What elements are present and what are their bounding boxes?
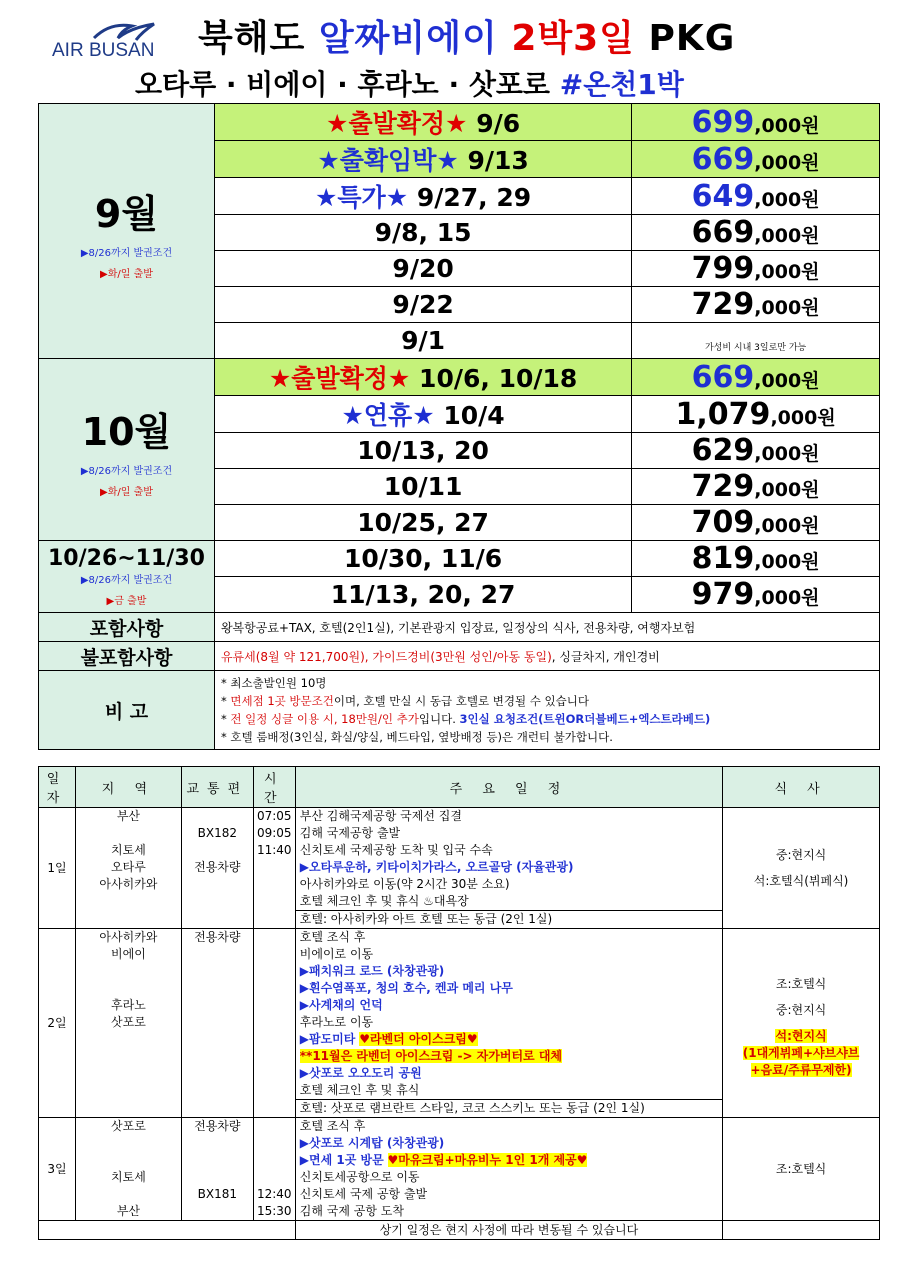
transport bbox=[182, 842, 253, 859]
itinerary-text: 김해 국제공항 출발 bbox=[299, 826, 401, 840]
price-cell bbox=[632, 104, 880, 141]
title-region: 북해도 bbox=[198, 18, 306, 59]
departure-tag: ★특가★ bbox=[315, 183, 409, 212]
itinerary-line bbox=[296, 929, 722, 946]
price-cell bbox=[632, 215, 880, 251]
itinerary-line bbox=[296, 980, 722, 997]
price-unit: ,000원 bbox=[754, 114, 820, 137]
region-cell bbox=[75, 929, 181, 1118]
departure-date: 10/6, 10/18 bbox=[419, 364, 578, 393]
itinerary-text: 호텔 조식 후 bbox=[299, 930, 366, 944]
departure-date: 9/6 bbox=[476, 109, 521, 138]
itinerary-highlight: ▶면세 1곳 방문 bbox=[299, 1153, 384, 1167]
price-unit: ,000원 bbox=[754, 587, 820, 609]
departure-date-cell bbox=[214, 577, 631, 613]
itinerary-gift: ♥마유크림+마유비누 1인 1개 제공♥ bbox=[387, 1153, 588, 1167]
itinerary-text: 신치토세 국제공항 도착 및 입국 수속 bbox=[299, 843, 493, 857]
itinerary-line bbox=[296, 1031, 722, 1048]
day-cell: 2일 bbox=[39, 929, 76, 1118]
region-cell bbox=[75, 1118, 181, 1221]
region-name bbox=[76, 1152, 181, 1169]
itinerary-text: 호텔 체크인 후 및 휴식 ♨대욕장 bbox=[299, 894, 469, 908]
page-subtitle bbox=[135, 63, 684, 103]
price-value: 729 bbox=[691, 469, 755, 504]
departure-date-cell bbox=[214, 505, 631, 541]
meal-special-text: (1대게뷔페+샤브샤브 bbox=[742, 1045, 860, 1060]
price-value: 669 bbox=[691, 359, 755, 395]
itinerary-line bbox=[296, 1118, 722, 1135]
included-label: 포함사항 bbox=[39, 613, 215, 642]
time bbox=[254, 1169, 295, 1186]
transport-cell bbox=[181, 1118, 253, 1221]
transport: 전용차량 bbox=[194, 930, 241, 944]
time: 07:05 bbox=[256, 809, 292, 823]
bird-logo-icon bbox=[92, 18, 172, 42]
price-cell bbox=[632, 359, 880, 396]
meal: 중:현지식 bbox=[775, 848, 827, 862]
region-name: 삿포로 bbox=[111, 1015, 146, 1029]
month-cell bbox=[39, 541, 215, 613]
remark-red: 전 일정 싱글 이용 시, 18만원/인 추가 bbox=[230, 712, 419, 726]
price-unit: ,000원 bbox=[754, 443, 820, 465]
logo-text: AIR BUSAN bbox=[52, 40, 155, 61]
itinerary-line bbox=[296, 1152, 722, 1169]
schedule-day-row bbox=[39, 1118, 880, 1221]
footer-blank bbox=[39, 1221, 296, 1240]
departure-date: 10/13, 20 bbox=[357, 436, 489, 465]
meal-cell bbox=[723, 1118, 880, 1221]
price-cell bbox=[632, 505, 880, 541]
region-name bbox=[76, 980, 181, 997]
month-departure-note: ▶금 출발 bbox=[106, 596, 147, 607]
meal: 중:현지식 bbox=[775, 1002, 827, 1017]
month-name: 10월 bbox=[81, 410, 172, 454]
itinerary-highlight: ▶흰수염폭포, 청의 호수, 켄과 메리 나무 bbox=[299, 981, 513, 995]
itinerary-line bbox=[296, 1048, 722, 1065]
departure-date-cell bbox=[214, 178, 631, 215]
meal-cell bbox=[723, 808, 880, 929]
itinerary-text: 신치토세공항으로 이동 bbox=[299, 1170, 420, 1184]
itinerary-text: 호텔 체크인 후 및 휴식 bbox=[299, 1083, 420, 1097]
departure-tag: ★출발확정★ bbox=[268, 364, 411, 393]
price-value: 669 bbox=[691, 215, 755, 250]
transport bbox=[182, 1169, 253, 1186]
region-name: 오타루 bbox=[111, 860, 146, 874]
departure-date: 9/22 bbox=[392, 290, 454, 319]
itinerary-line bbox=[296, 1186, 722, 1203]
departure-date-cell bbox=[214, 433, 631, 469]
itinerary-highlight: ▶사계채의 언덕 bbox=[299, 998, 383, 1012]
meal: 조:호텔식 bbox=[775, 976, 827, 991]
day-cell: 1일 bbox=[39, 808, 76, 929]
itinerary-line bbox=[296, 842, 722, 859]
title-duration: 2박3일 bbox=[511, 18, 635, 59]
price-unit: ,000원 bbox=[754, 261, 820, 283]
month-name: 9월 bbox=[94, 191, 159, 236]
footer-note: 상기 일정은 현지 사정에 따라 변동될 수 있습니다 bbox=[295, 1221, 722, 1240]
departure-date: 9/20 bbox=[392, 254, 454, 283]
time: 09:05 bbox=[256, 826, 292, 840]
departure-date: 9/27, 29 bbox=[416, 183, 532, 212]
time: 12:40 bbox=[256, 1187, 292, 1201]
itinerary-line bbox=[296, 876, 722, 893]
excluded-text bbox=[214, 642, 879, 671]
itinerary-line bbox=[296, 1082, 722, 1099]
time bbox=[254, 1135, 295, 1152]
region-name: 아사히카와 bbox=[99, 877, 158, 891]
remarks-text bbox=[214, 671, 879, 750]
region-name bbox=[76, 963, 181, 980]
hotel-line: 호텔: 삿포로 램브란트 스타일, 코코 스스키노 또는 동급 (2인 1실) bbox=[296, 1099, 722, 1117]
price-cell bbox=[632, 541, 880, 577]
month-departure-note: ▶화/일 출발 bbox=[100, 268, 153, 280]
itinerary-line bbox=[296, 1169, 722, 1186]
schedule-day-row bbox=[39, 808, 880, 929]
footer-blank bbox=[723, 1221, 880, 1240]
month-ticket-note: ▶8/26까지 발권조건 bbox=[80, 247, 173, 259]
remark-blue: 3인실 요청조건(트윈OR더블베드+엑스트라베드) bbox=[459, 712, 711, 726]
time bbox=[254, 1118, 295, 1135]
departure-date-cell bbox=[214, 104, 631, 141]
region-name bbox=[76, 825, 181, 842]
price-value: 699 bbox=[691, 104, 755, 140]
itinerary-text: 신치토세 국제 공항 출발 bbox=[299, 1187, 428, 1201]
remark-line: * 전 일정 싱글 이용 시, 18만원/인 추가입니다. 3인실 요청조건(트윈OR더블베드+엑스트라베드) bbox=[220, 712, 711, 726]
region-name: 아사히카와 bbox=[99, 930, 158, 944]
price-value: 819 bbox=[691, 541, 755, 576]
time-cell bbox=[253, 1118, 295, 1221]
meal-cell bbox=[723, 929, 880, 1118]
subtitle-onsen: #온천1박 bbox=[559, 68, 684, 101]
excluded-red: 유류세(8월 약 121,700원), 가이드경비(3만원 성인/아동 동일) bbox=[220, 649, 552, 664]
excluded-row bbox=[39, 642, 880, 671]
price-value: 799 bbox=[691, 251, 755, 286]
remark-line: * 최소출발인원 10명 bbox=[220, 676, 327, 690]
price-value: 649 bbox=[691, 178, 755, 214]
air-busan-logo bbox=[52, 18, 177, 63]
departure-date: 11/13, 20, 27 bbox=[330, 580, 516, 609]
itinerary-line bbox=[296, 859, 722, 876]
meal-special-text: +음료/주류무제한) bbox=[750, 1062, 852, 1077]
departure-date-cell bbox=[214, 141, 631, 178]
price-cell bbox=[632, 323, 880, 359]
excluded-rest: , 싱글차지, 개인경비 bbox=[551, 649, 660, 664]
price-cell bbox=[632, 287, 880, 323]
itinerary-text: 부산 김해국제공항 국제선 집결 bbox=[299, 809, 462, 823]
itinerary-text: 아사히카와로 이동(약 2시간 30분 소요) bbox=[299, 877, 510, 891]
transport bbox=[182, 1152, 253, 1169]
time bbox=[254, 1152, 295, 1169]
departure-date-cell bbox=[214, 469, 631, 505]
itinerary-line bbox=[296, 963, 722, 980]
departure-tag: ★출확임박★ bbox=[317, 146, 459, 175]
departure-date: 10/11 bbox=[383, 472, 463, 501]
departure-tag: ★출발확정★ bbox=[326, 109, 468, 138]
price-value: 709 bbox=[691, 505, 755, 540]
schedule-header: 식 사 bbox=[723, 767, 880, 808]
transport: 전용차량 bbox=[194, 860, 241, 874]
price-row bbox=[39, 541, 880, 577]
itinerary-line bbox=[296, 1203, 722, 1220]
included-row bbox=[39, 613, 880, 642]
included-text: 왕복항공료+TAX, 호텔(2인1실), 기본관광지 입장료, 일정상의 식사, 전용차량, 여행자보험 bbox=[214, 613, 879, 642]
price-row bbox=[39, 359, 880, 396]
price-value: 1,079 bbox=[675, 396, 771, 432]
remarks-label: 비 고 bbox=[39, 671, 215, 750]
transport: BX182 bbox=[197, 826, 237, 840]
region-name bbox=[76, 1186, 181, 1203]
schedule-header: 지 역 bbox=[75, 767, 181, 808]
price-cell bbox=[632, 178, 880, 215]
time: 15:30 bbox=[256, 1204, 292, 1218]
price-cell bbox=[632, 469, 880, 505]
departure-date-cell bbox=[214, 251, 631, 287]
excluded-label: 불포함사항 bbox=[39, 642, 215, 671]
region-name bbox=[76, 1135, 181, 1152]
departure-date: 10/30, 11/6 bbox=[343, 544, 503, 573]
remark-line: * 호텔 룸배정(3인실, 화실/양실, 베드타입, 옆방배정 등)은 개런티 불가합니다. bbox=[220, 730, 613, 744]
itinerary-notice: **11월은 라벤더 아이스크림 -> 자가버터로 대체 bbox=[299, 1049, 563, 1063]
transport: BX181 bbox=[197, 1187, 237, 1201]
transport-cell bbox=[181, 929, 253, 1118]
itinerary-text: 김해 국제 공항 도착 bbox=[299, 1204, 404, 1218]
meal: 조:호텔식 bbox=[775, 1162, 827, 1176]
schedule-header: 일자 bbox=[39, 767, 76, 808]
title-pkg: PKG bbox=[648, 18, 736, 59]
departure-date: 9/1 bbox=[401, 326, 446, 355]
page-title bbox=[198, 10, 735, 61]
remark-line: * 면세점 1곳 방문조건이며, 호텔 만실 시 동급 호텔로 변경될 수 있습니다 bbox=[220, 694, 589, 708]
price-unit: ,000원 bbox=[754, 188, 820, 211]
month-name: 10/26~11/30 bbox=[47, 546, 205, 571]
price-value: 979 bbox=[691, 577, 755, 612]
departure-date: 10/4 bbox=[443, 401, 505, 430]
departure-date: 10/25, 27 bbox=[357, 508, 489, 537]
title-product: 알짜비에이 bbox=[318, 18, 498, 59]
region-name: 치토세 bbox=[111, 1170, 146, 1184]
itinerary-line bbox=[296, 1014, 722, 1031]
price-unit: ,000원 bbox=[754, 225, 820, 247]
month-cell bbox=[39, 359, 215, 541]
price-cell bbox=[632, 251, 880, 287]
departure-date: 9/8, 15 bbox=[374, 218, 472, 247]
itinerary-line bbox=[296, 893, 722, 910]
itinerary-highlight: ▶삿포로 시계탑 (차창관광) bbox=[299, 1136, 445, 1150]
schedule-header: 교통편 bbox=[181, 767, 253, 808]
subtitle-route: 오타루 · 비에이 · 후라노 · 삿포로 bbox=[135, 68, 550, 101]
time-cell bbox=[253, 808, 295, 929]
itinerary-gift: ♥라벤더 아이스크림♥ bbox=[359, 1032, 478, 1046]
footer-row bbox=[39, 1221, 880, 1240]
price-cell bbox=[632, 141, 880, 178]
itinerary-highlight: ▶패치워크 로드 (차창관광) bbox=[299, 964, 445, 978]
itinerary-cell bbox=[295, 929, 722, 1118]
region-name: 비에이 bbox=[111, 947, 146, 961]
region-name: 부산 bbox=[116, 1204, 140, 1218]
price-row bbox=[39, 104, 880, 141]
region-name: 후라노 bbox=[111, 998, 146, 1012]
time: 11:40 bbox=[256, 843, 292, 857]
departure-date-cell bbox=[214, 541, 631, 577]
price-unit: ,000원 bbox=[754, 151, 820, 174]
itinerary-text: 호텔 조식 후 bbox=[299, 1119, 366, 1133]
itinerary-cell bbox=[295, 1118, 722, 1221]
schedule-header: 주 요 일 정 bbox=[295, 767, 722, 808]
hotel-line: 호텔: 아사히카와 아트 호텔 또는 동급 (2인 1실) bbox=[296, 910, 722, 928]
month-ticket-note: ▶8/26까지 발권조건 bbox=[80, 466, 173, 477]
itinerary-line bbox=[296, 946, 722, 963]
month-cell bbox=[39, 104, 215, 359]
price-note: 가성비 시내 3일로만 가능 bbox=[704, 343, 807, 353]
month-departure-note: ▶화/일 출발 bbox=[100, 487, 153, 498]
schedule-table bbox=[38, 766, 880, 1240]
meal-special-text: 석:현지식 bbox=[775, 1028, 827, 1043]
price-unit: ,000원 bbox=[754, 515, 820, 537]
price-unit: ,000원 bbox=[754, 369, 820, 392]
price-cell bbox=[632, 433, 880, 469]
itinerary-highlight: ▶팜도미타 bbox=[299, 1032, 356, 1046]
itinerary-line bbox=[296, 825, 722, 842]
region-name: 치토세 bbox=[111, 843, 146, 857]
region-name: 부산 bbox=[116, 809, 140, 823]
schedule-day-row bbox=[39, 929, 880, 1118]
schedule-header: 시 간 bbox=[253, 767, 295, 808]
price-unit: ,000원 bbox=[754, 551, 820, 573]
price-cell bbox=[632, 577, 880, 613]
meal-special bbox=[723, 1028, 879, 1079]
remarks-row bbox=[39, 671, 880, 750]
meal: 석:호텔식(뷔페식) bbox=[753, 874, 849, 888]
transport bbox=[182, 808, 253, 825]
meal-special-line bbox=[723, 1062, 879, 1079]
itinerary-highlight: ▶오타루운하, 키타이치가라스, 오르골당 (자율관광) bbox=[299, 860, 574, 874]
price-value: 729 bbox=[691, 287, 755, 322]
itinerary-line bbox=[296, 808, 722, 825]
itinerary-text: 후라노로 이동 bbox=[299, 1015, 374, 1029]
month-ticket-note: ▶8/26까지 발권조건 bbox=[80, 575, 173, 586]
departure-date-cell bbox=[214, 396, 631, 433]
departure-date-cell bbox=[214, 323, 631, 359]
price-unit: ,000원 bbox=[770, 406, 836, 429]
departure-date: 9/13 bbox=[467, 146, 529, 175]
price-table bbox=[38, 103, 880, 750]
transport bbox=[182, 1135, 253, 1152]
region-name: 삿포로 bbox=[111, 1119, 146, 1133]
day-cell: 3일 bbox=[39, 1118, 76, 1221]
itinerary-line bbox=[296, 1135, 722, 1152]
itinerary-cell bbox=[295, 808, 722, 929]
itinerary-line bbox=[296, 997, 722, 1014]
itinerary-line bbox=[296, 1065, 722, 1082]
departure-tag: ★연휴★ bbox=[341, 401, 435, 430]
departure-date-cell bbox=[214, 215, 631, 251]
region-cell bbox=[75, 808, 181, 929]
price-unit: ,000원 bbox=[754, 479, 820, 501]
itinerary-text: 비에이로 이동 bbox=[299, 947, 374, 961]
price-value: 629 bbox=[691, 433, 755, 468]
meal-special-line bbox=[723, 1045, 879, 1062]
price-cell bbox=[632, 396, 880, 433]
meal-special-line bbox=[723, 1028, 879, 1045]
price-value: 669 bbox=[691, 141, 755, 177]
departure-date-cell bbox=[214, 359, 631, 396]
price-unit: ,000원 bbox=[754, 297, 820, 319]
itinerary-highlight: ▶삿포로 오오도리 공원 bbox=[299, 1066, 422, 1080]
transport-cell bbox=[181, 808, 253, 929]
transport: 전용차량 bbox=[194, 1119, 241, 1133]
remark-red: 면세점 1곳 방문조건 bbox=[230, 694, 334, 708]
departure-date-cell bbox=[214, 287, 631, 323]
time-cell bbox=[253, 929, 295, 1118]
